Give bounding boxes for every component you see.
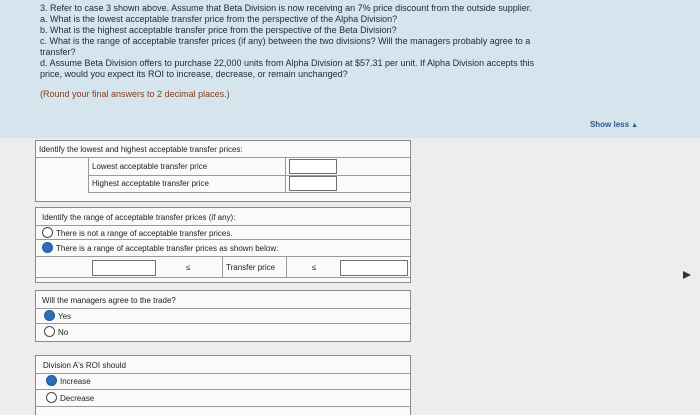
agree-no-label: No bbox=[58, 328, 69, 337]
highest-price-input[interactable] bbox=[289, 176, 337, 191]
question-line-c-cont: transfer? bbox=[40, 47, 76, 57]
agree-panel bbox=[35, 290, 411, 342]
radio-has-range[interactable] bbox=[42, 242, 53, 253]
range-lower-input[interactable] bbox=[92, 260, 156, 276]
range-upper-input[interactable] bbox=[340, 260, 408, 276]
transfer-price-label: Transfer price bbox=[226, 263, 276, 272]
highest-price-label: Highest acceptable transfer price bbox=[92, 179, 209, 188]
radio-roi-decrease[interactable] bbox=[46, 392, 57, 403]
agree-heading: Will the managers agree to the trade? bbox=[42, 296, 176, 305]
show-less-label: Show less bbox=[589, 120, 630, 129]
transfer-price-heading: Identify the lowest and highest acceptable transfer prices: bbox=[39, 145, 243, 154]
question-line-intro: 3. Refer to case 3 shown above. Assume that Beta Division is now receiving an 7% price discount from the outside supplier. bbox=[40, 3, 532, 13]
roi-panel bbox=[35, 355, 411, 415]
mouse-pointer-icon bbox=[683, 271, 691, 279]
radio-no-range[interactable] bbox=[42, 227, 53, 238]
lowest-price-input[interactable] bbox=[289, 159, 337, 174]
lowest-price-label: Lowest acceptable transfer price bbox=[92, 162, 208, 171]
question-line-d: d. Assume Beta Division offers to purchase 22,000 units from Alpha Division at $57.31 per unit. If Alpha Division accepts this bbox=[40, 58, 535, 68]
question-panel bbox=[0, 0, 700, 138]
triangle-up-icon: ▲ bbox=[631, 122, 638, 129]
roi-heading: Division A's ROI should bbox=[43, 361, 126, 370]
radio-agree-no[interactable] bbox=[44, 326, 55, 337]
radio-roi-increase[interactable] bbox=[46, 375, 57, 386]
show-less-link[interactable] bbox=[590, 120, 638, 129]
roi-decrease-label: Decrease bbox=[60, 394, 95, 403]
question-line-b: b. What is the highest acceptable transfer price from the perspective of the Beta Division? bbox=[40, 25, 397, 35]
radio-agree-yes[interactable] bbox=[44, 310, 55, 321]
rounding-note: (Round your final answers to 2 decimal places.) bbox=[40, 89, 230, 99]
leq-symbol-2: ≤ bbox=[312, 263, 317, 272]
no-range-label: There is not a range of acceptable transfer prices. bbox=[56, 229, 233, 238]
transfer-price-panel bbox=[35, 140, 411, 202]
question-line-a: a. What is the lowest acceptable transfer price from the perspective of the Alpha Division? bbox=[40, 14, 398, 24]
range-panel bbox=[35, 207, 411, 283]
leq-symbol-1: ≤ bbox=[186, 263, 191, 272]
range-heading: Identify the range of acceptable transfer prices (if any): bbox=[42, 213, 236, 222]
agree-yes-label: Yes bbox=[58, 312, 72, 321]
has-range-label: There is a range of acceptable transfer prices as shown below: bbox=[56, 244, 279, 253]
question-line-c: c. What is the range of acceptable transfer prices (if any) between the two divisions? Will the managers probably agree to a bbox=[40, 36, 531, 46]
roi-increase-label: Increase bbox=[60, 377, 91, 386]
question-line-d-cont: price, would you expect its ROI to increase, decrease, or remain unchanged? bbox=[40, 69, 348, 79]
